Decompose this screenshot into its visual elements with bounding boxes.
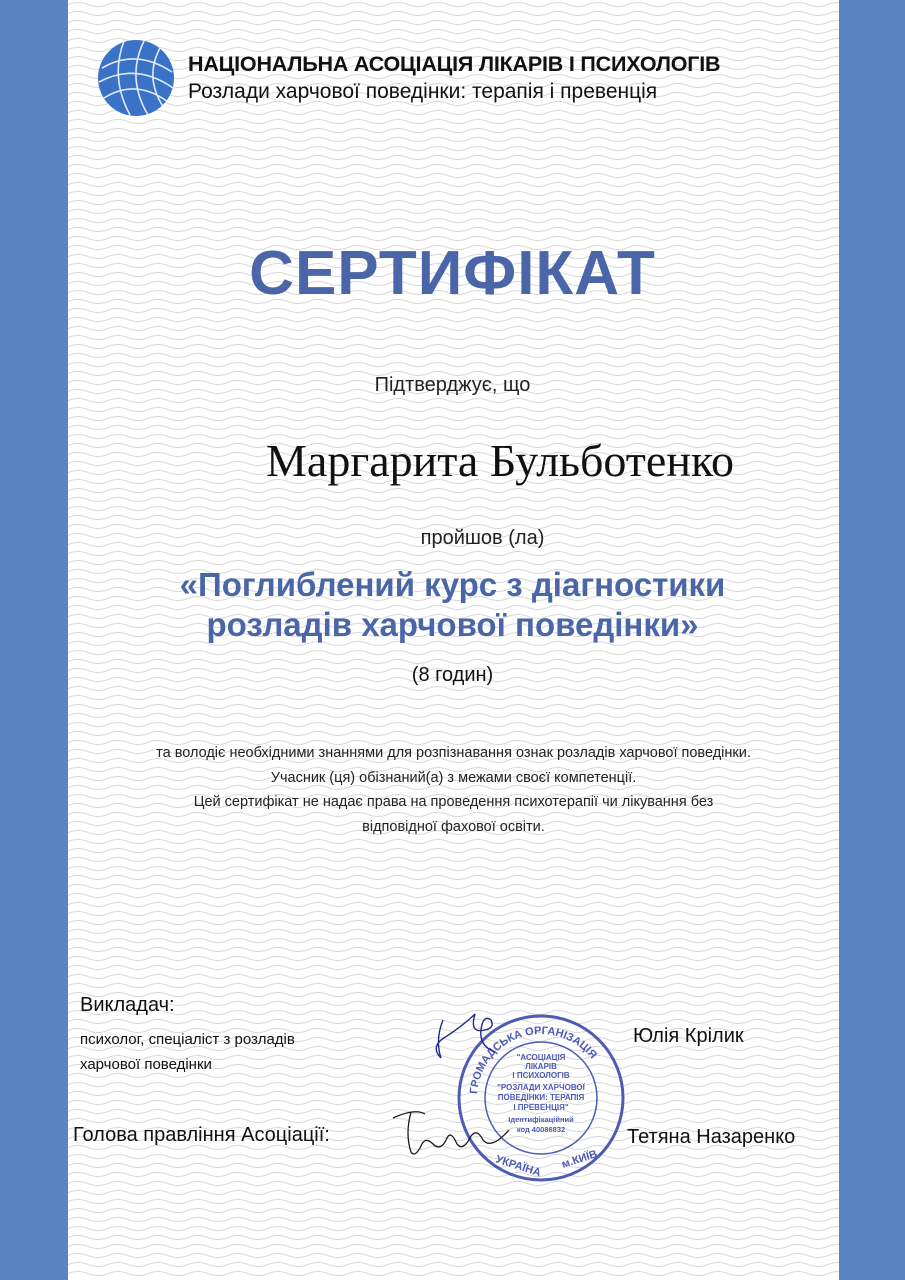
disclaimer-line: відповідної фахової освіти. — [362, 818, 545, 835]
head-of-board-label: Голова правління Асоціації: — [73, 1124, 330, 1146]
organization-subtitle: Розлади харчової поведінки: терапія і превенція — [188, 80, 658, 103]
head-signature — [385, 1100, 515, 1160]
stamp-country: УКРАЇНА — [494, 1153, 543, 1180]
instructor-description-line: психолог, спеціаліст з розладів — [80, 1031, 295, 1048]
stamp-outer-text: ГРОМАДСЬКА ОРГАНІЗАЦІЯ — [468, 1024, 599, 1095]
stamp-line: код 40086832 — [516, 1125, 566, 1134]
confirms-text: Підтверджує, що — [374, 374, 531, 396]
recipient-name: Маргарита Бульботенко — [266, 435, 734, 486]
instructor-description-line: харчової поведінки — [80, 1056, 212, 1073]
completed-text: пройшов (ла) — [420, 527, 545, 549]
course-title-line-1: «Поглиблений курс з діагностики — [179, 566, 726, 603]
disclaimer-text — [68, 741, 839, 839]
course-title-line-2: розладів харчової поведінки» — [206, 606, 699, 643]
disclaimer-line: Учасник (ця) обізнаний(а) з межами своєї компетенції. — [270, 769, 637, 786]
disclaimer-line: Цей сертифікат не надає права на проведення психотерапії чи лікування без — [193, 794, 714, 810]
stamp-line: ЛІКАРІВ — [525, 1062, 557, 1071]
stamp-line: І ПРЕВЕНЦІЯ" — [513, 1103, 569, 1112]
certificate-title: СЕРТИФІКАТ — [249, 239, 656, 308]
stamp-city: м.КИЇВ — [560, 1148, 599, 1171]
instructor-name: Юлія Крілик — [633, 1025, 744, 1047]
stamp-line: ПОВЕДІНКИ: ТЕРАПІЯ — [497, 1093, 585, 1102]
instructor-description — [80, 1027, 380, 1077]
disclaimer-line: та володіє необхідними знаннями для розпізнавання ознак розладів харчової поведінки. — [156, 745, 751, 761]
stamp-line: "РОЗЛАДИ ХАРЧОВОЇ — [497, 1083, 585, 1092]
instructor-signature — [425, 1000, 515, 1070]
head-of-board-name: Тетяна Назаренко — [627, 1126, 796, 1148]
stamp-line: "АСОЦІАЦІЯ — [516, 1053, 566, 1062]
globe-logo-icon — [96, 38, 176, 118]
stamp-line: Ідентифікаційний — [508, 1115, 574, 1124]
course-hours: (8 годин) — [411, 664, 494, 686]
organization-name: НАЦІОНАЛЬНА АСОЦІАЦІЯ ЛІКАРІВ І ПСИХОЛОГІВ — [188, 52, 721, 76]
instructor-label: Викладач: — [80, 994, 175, 1016]
course-title — [0, 565, 905, 645]
stamp-line: І ПСИХОЛОГІВ — [512, 1071, 570, 1080]
